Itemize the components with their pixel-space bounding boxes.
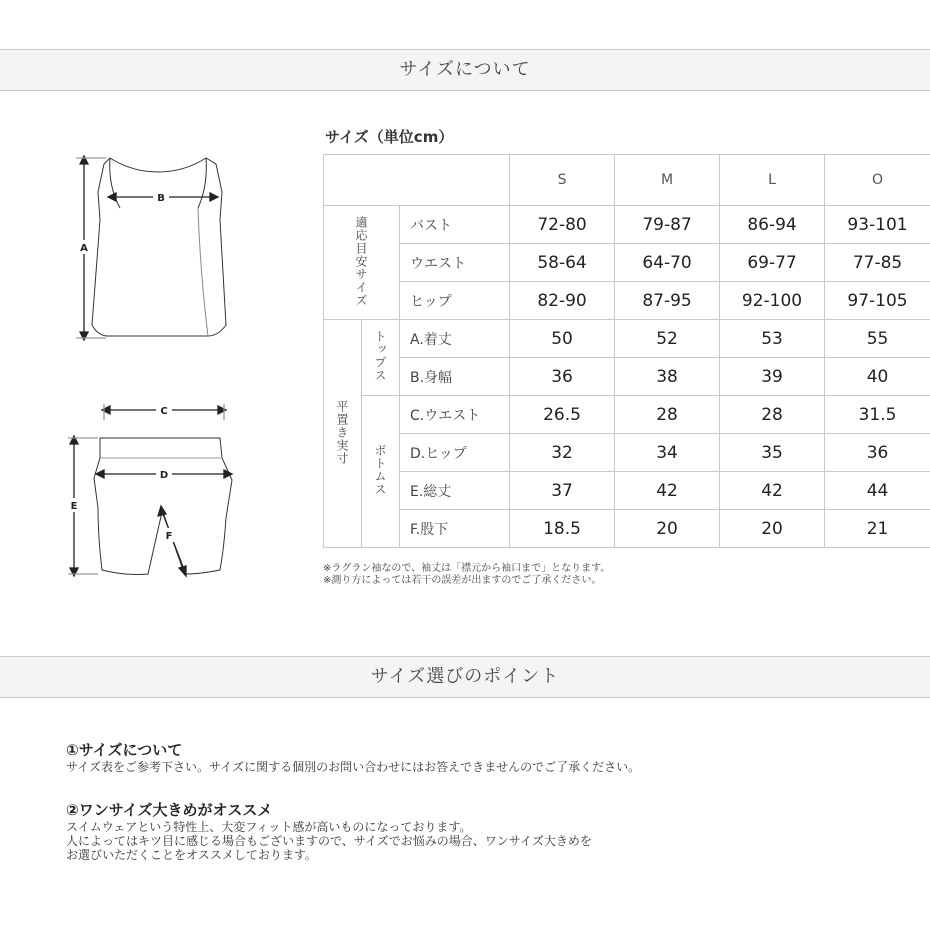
cell: 37	[510, 472, 615, 510]
table-row	[324, 206, 930, 244]
cell: 35	[720, 434, 825, 472]
table-row	[324, 472, 930, 510]
cell: 39	[720, 358, 825, 396]
group-guide-size: 適応目安サイズ	[324, 206, 400, 320]
table-header-row	[324, 155, 930, 206]
cell: 42	[615, 472, 720, 510]
table-row	[324, 358, 930, 396]
table-row	[324, 396, 930, 434]
cell: 55	[825, 320, 930, 358]
cell: 50	[510, 320, 615, 358]
cell: 36	[825, 434, 930, 472]
point-line: お選びいただくことをオススメしております。	[66, 848, 317, 862]
note-line: ※測り方によっては若干の誤差が出ますのでご了承ください。	[323, 575, 602, 586]
cell: 28	[615, 396, 720, 434]
header-size-l: L	[720, 155, 825, 206]
cell: 72-80	[510, 206, 615, 244]
header-size-m: M	[615, 155, 720, 206]
row-label: B.身幅	[400, 358, 510, 396]
label-b: B	[157, 193, 165, 204]
cell: 64-70	[615, 244, 720, 282]
cell: 36	[510, 358, 615, 396]
cell: 82-90	[510, 282, 615, 320]
point-2-title: ②ワンサイズ大きめがオススメ	[66, 801, 273, 819]
cell: 52	[615, 320, 720, 358]
header-size-o: O	[825, 155, 930, 206]
cell: 87-95	[615, 282, 720, 320]
point-line: サイズ表をご参考下さい。サイズに関する個別のお問い合わせにはお答えできませんのでご了承ください。	[66, 760, 641, 774]
size-table-title: サイズ（単位cm）	[325, 128, 454, 146]
tops-diagram	[70, 150, 250, 350]
cell: 21	[825, 510, 930, 548]
table-row	[324, 320, 930, 358]
cell: 34	[615, 434, 720, 472]
label-e: E	[70, 501, 78, 512]
point-line: スイムウェアという特性上、大変フィット感が高いものになっております。	[66, 820, 472, 834]
row-label: F.股下	[400, 510, 510, 548]
cell: 18.5	[510, 510, 615, 548]
table-row	[324, 282, 930, 320]
point-line: 人によってはキツ目に感じる場合もございますので、サイズでお悩みの場合、ワンサイズ大きめを	[66, 834, 592, 848]
header-size-s: S	[510, 155, 615, 206]
points-section-title: サイズ選びのポイント	[370, 666, 560, 687]
cell: 79-87	[615, 206, 720, 244]
cell: 20	[615, 510, 720, 548]
cell: 93-101	[825, 206, 930, 244]
points-section-header	[0, 656, 930, 698]
label-a: A	[80, 243, 88, 254]
group-flat-measure: 平置き実寸	[324, 320, 362, 548]
subgroup-bottoms: ボトムス	[362, 396, 400, 548]
row-label: E.総丈	[400, 472, 510, 510]
cell: 53	[720, 320, 825, 358]
cell: 44	[825, 472, 930, 510]
row-label: A.着丈	[400, 320, 510, 358]
cell: 40	[825, 358, 930, 396]
bottoms-diagram	[64, 398, 244, 583]
cell: 28	[720, 396, 825, 434]
row-label: C.ウエスト	[400, 396, 510, 434]
table-row	[324, 244, 930, 282]
row-label: ウエスト	[400, 244, 510, 282]
cell: 69-77	[720, 244, 825, 282]
row-label: ヒップ	[400, 282, 510, 320]
point-1-title: ①サイズについて	[66, 741, 183, 759]
cell: 77-85	[825, 244, 930, 282]
point-1-body	[66, 760, 640, 774]
size-table	[323, 154, 930, 548]
size-section-title: サイズについて	[399, 59, 531, 80]
cell: 20	[720, 510, 825, 548]
label-c: C	[160, 406, 168, 417]
cell: 97-105	[825, 282, 930, 320]
cell: 32	[510, 434, 615, 472]
cell: 38	[615, 358, 720, 396]
table-row	[324, 434, 930, 472]
subgroup-tops: トップス	[362, 320, 400, 396]
table-notes	[323, 563, 610, 587]
label-f: F	[165, 531, 173, 542]
row-label: バスト	[400, 206, 510, 244]
table-corner-cell	[324, 155, 510, 206]
table-row	[324, 510, 930, 548]
cell: 26.5	[510, 396, 615, 434]
label-d: D	[159, 470, 169, 481]
cell: 92-100	[720, 282, 825, 320]
note-line: ※ラグラン袖なので、袖丈は「襟元から袖口まで」となります。	[323, 563, 611, 574]
row-label: D.ヒップ	[400, 434, 510, 472]
cell: 86-94	[720, 206, 825, 244]
cell: 58-64	[510, 244, 615, 282]
size-section-header	[0, 49, 930, 91]
cell: 31.5	[825, 396, 930, 434]
cell: 42	[720, 472, 825, 510]
point-2-body	[66, 820, 592, 862]
